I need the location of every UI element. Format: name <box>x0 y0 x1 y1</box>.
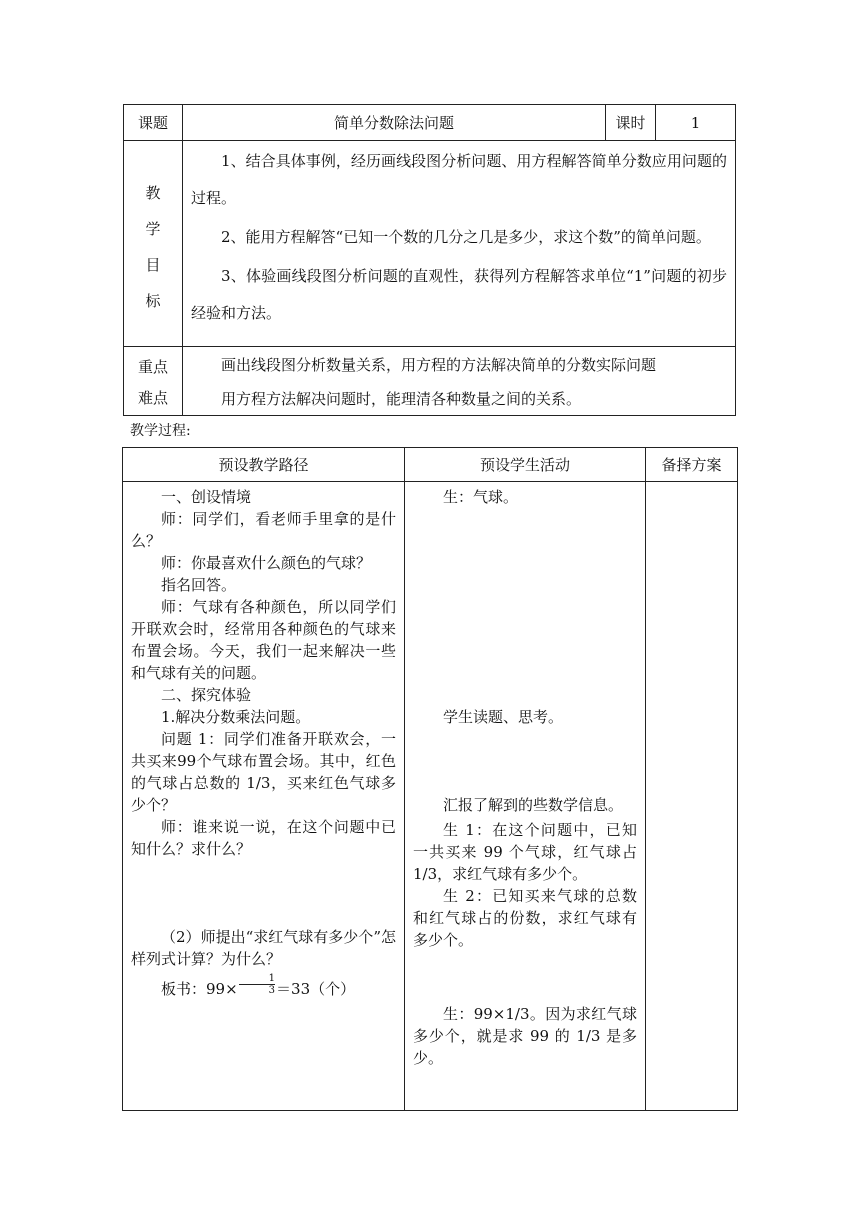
teacher-line: 指名回答。 <box>161 576 237 594</box>
fraction-numerator: 1 <box>239 973 275 985</box>
problem-text: 问题 1：同学们准备开联欢会，一共买来99个气球布置会场。其中，红色的气球占总数的 1/3，买来红色气球多少个？ <box>131 730 396 814</box>
student-activity-cell <box>405 482 646 1111</box>
difficulty-text: 用方程方法解决问题时，能理清各种数量之间的关系。 <box>221 390 582 408</box>
student-line: 生：气球。 <box>443 488 519 506</box>
teacher-line: 师：谁来说一说，在这个问题中已知什么？求什么？ <box>131 818 396 858</box>
student-column-header: 预设学生活动 <box>405 448 646 482</box>
process-body-row <box>123 482 738 1111</box>
teacher-line: （2）师提出“求红气球有多少个”怎样列式计算？为什么？ <box>131 928 396 968</box>
goals-label-char: 标 <box>145 292 161 310</box>
goals-content <box>183 141 736 347</box>
board-fraction <box>239 973 275 996</box>
period-label: 课时 <box>606 105 656 141</box>
topic-value: 简单分数除法问题 <box>183 105 606 141</box>
topic-label: 课题 <box>124 105 183 141</box>
key-points-row <box>124 347 736 416</box>
period-value: 1 <box>656 105 736 141</box>
board-suffix: ＝33（个） <box>276 980 356 998</box>
student-line: 学生读题、思考。 <box>443 708 564 726</box>
goals-row <box>124 141 736 347</box>
teacher-path-cell <box>123 482 405 1111</box>
board-writing <box>131 972 396 1002</box>
section-title: 二、探究体验 <box>161 686 252 704</box>
fraction-denominator: 3 <box>268 984 276 996</box>
alternative-plan-cell <box>646 482 738 1111</box>
process-header-row <box>123 448 738 482</box>
process-table <box>122 447 738 1111</box>
key-points-content <box>183 347 736 416</box>
goals-label-char: 目 <box>145 256 161 274</box>
student-line: 生 2：已知买来气球的总数和红气球占的份数，求红气球有多少个。 <box>413 887 637 949</box>
goal-item: 3、体验画线段图分析问题的直观性，获得列方程解答求单位“1”问题的初步经验和方法。 <box>191 267 727 322</box>
teacher-line: 师：同学们，看老师手里拿的是什么？ <box>131 510 396 550</box>
goal-item: 2、能用方程解答“已知一个数的几分之几是多少，求这个数”的简单问题。 <box>221 228 711 246</box>
student-line: 生：99×1/3。因为求红气球多少个，就是求 99 的 1/3 是多少。 <box>413 1005 637 1067</box>
teacher-column-header: 预设教学路径 <box>123 448 405 482</box>
goals-label <box>124 141 183 347</box>
section-title: 一、创设情境 <box>161 488 252 506</box>
board-prefix: 板书：99× <box>161 980 238 998</box>
teacher-line: 师：气球有各种颜色，所以同学们开联欢会时，经常用各种颜色的气球来布置会场。今天，我们一起来解决一些和气球有关的问题。 <box>131 598 396 682</box>
teacher-line: 1.解决分数乘法问题。 <box>161 708 311 726</box>
key-points-label <box>124 347 183 416</box>
teacher-line: 师：你最喜欢什么颜色的气球？ <box>161 554 372 572</box>
student-line: 汇报了解到的些数学信息。 <box>443 796 624 814</box>
difficulty-label: 难点 <box>137 388 168 407</box>
key-label: 重点 <box>137 357 168 376</box>
topic-row <box>124 105 736 141</box>
student-line: 生 1：在这个问题中，已知一共买来 99 个气球，红气球占 1/3，求红气球有多少个。 <box>413 821 637 883</box>
goals-label-char: 教 <box>145 184 161 202</box>
process-label: 教学过程: <box>130 423 191 439</box>
lesson-info-table <box>123 104 736 416</box>
key-point-text: 画出线段图分析数量关系，用方程的方法解决简单的分数实际问题 <box>221 356 657 374</box>
alt-column-header: 备择方案 <box>646 448 738 482</box>
goal-item: 1、结合具体事例，经历画线段图分析问题、用方程解答简单分数应用问题的过程。 <box>191 152 727 207</box>
goals-label-char: 学 <box>145 220 161 238</box>
